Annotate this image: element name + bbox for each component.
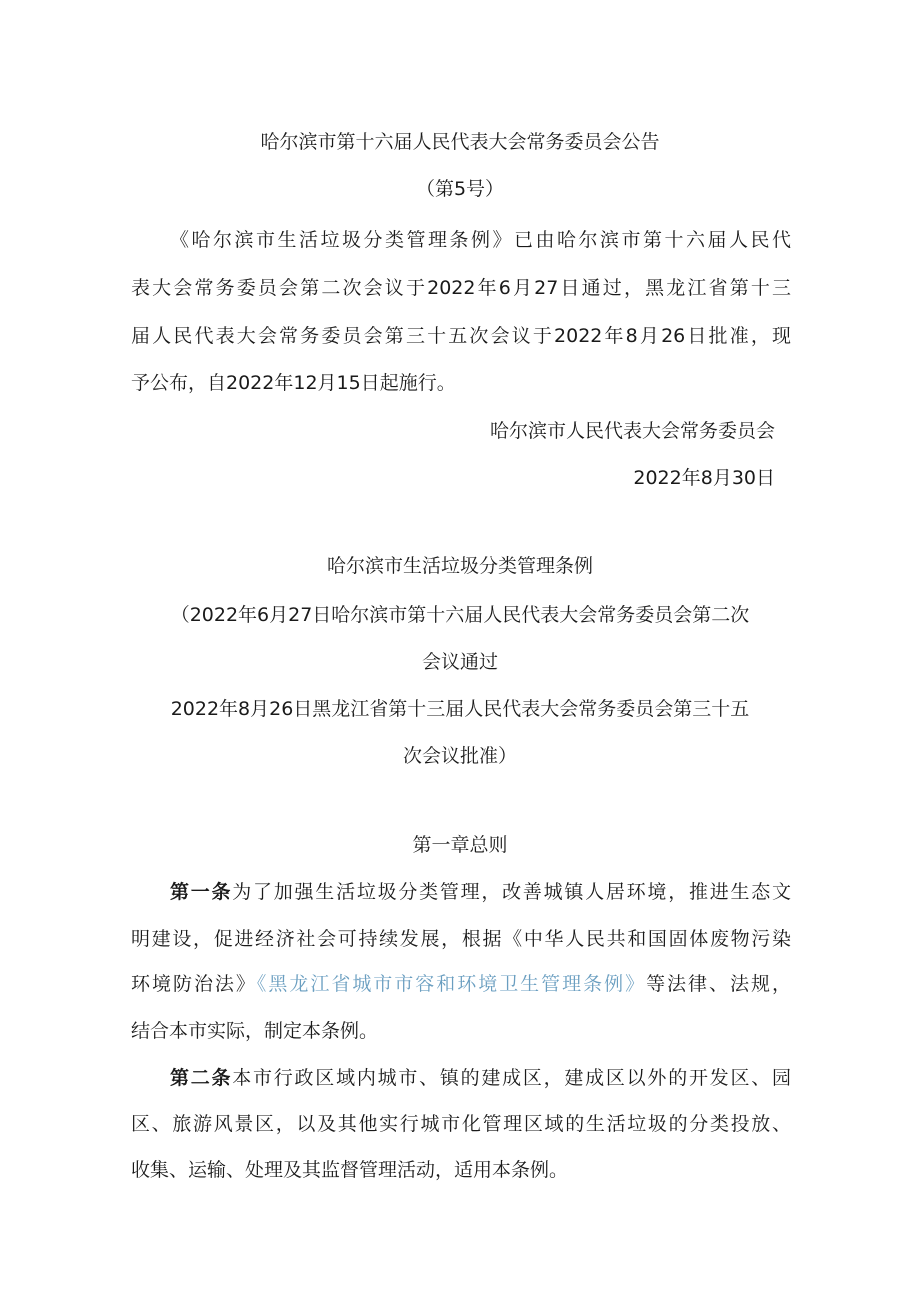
- article-2-line: [170, 1066, 791, 1090]
- article-1-line: [170, 880, 791, 904]
- approval-line: 会议通过: [421, 651, 498, 673]
- announcement-paragraph-line: 表大会常务委员会第二次会议于2022年6月27日通过，黑龙江省第十三: [131, 277, 791, 299]
- approval-line: 次会议批准）: [402, 745, 517, 767]
- chapter-title: 第一章总则: [412, 834, 508, 856]
- article-2-label: 第二条: [170, 1067, 233, 1089]
- article-1-line: [131, 972, 791, 996]
- regulation-title: 哈尔滨市生活垃圾分类管理条例: [326, 555, 593, 577]
- announcement-paragraph-line: 届人民代表大会常务委员会第三十五次会议于2022年8月26日批准，现: [131, 325, 791, 347]
- article-2-line: 区、旅游风景区，以及其他实行城市化管理区域的生活垃圾的分类投放、: [131, 1113, 791, 1135]
- article-1-text: 等法律、法规，: [646, 973, 791, 995]
- article-2-text: 本市行政区域内城市、镇的建成区，建成区以外的开发区、园: [232, 1067, 791, 1089]
- article-1-line: 明建设，促进经济社会可持续发展，根据《中华人民共和国固体废物污染: [131, 928, 791, 950]
- article-1-text: 环境防治法》: [131, 973, 257, 995]
- article-1-label: 第一条: [170, 881, 233, 903]
- article-2-line: 收集、运输、处理及其监督管理活动，适用本条例。: [131, 1159, 569, 1181]
- announcement-issuer: 哈尔滨市人民代表大会常务委员会: [489, 420, 775, 442]
- article-1-text: 为了加强生活垃圾分类管理，改善城镇人居环境，推进生态文: [232, 881, 791, 903]
- regulation-reference-link[interactable]: 《黑龙江省城市市容和环境卫生管理条例》: [256, 973, 647, 995]
- announcement-title: 哈尔滨市第十六届人民代表大会常务委员会公告: [260, 131, 660, 153]
- article-1-line: 结合本市实际，制定本条例。: [131, 1020, 379, 1042]
- announcement-paragraph-line: 《哈尔滨市生活垃圾分类管理条例》已由哈尔滨市第十六届人民代: [170, 229, 791, 251]
- approval-line: 2022年8月26日黑龙江省第十三届人民代表大会常务委员会第三十五: [170, 698, 750, 720]
- announcement-date: 2022年8月30日: [633, 467, 775, 489]
- approval-line: （2022年6月27日哈尔滨市第十六届人民代表大会常务委员会第二次: [170, 604, 750, 626]
- announcement-number: （第5号）: [415, 178, 505, 200]
- announcement-paragraph-line: 予公布，自2022年12月15日起施行。: [131, 372, 456, 394]
